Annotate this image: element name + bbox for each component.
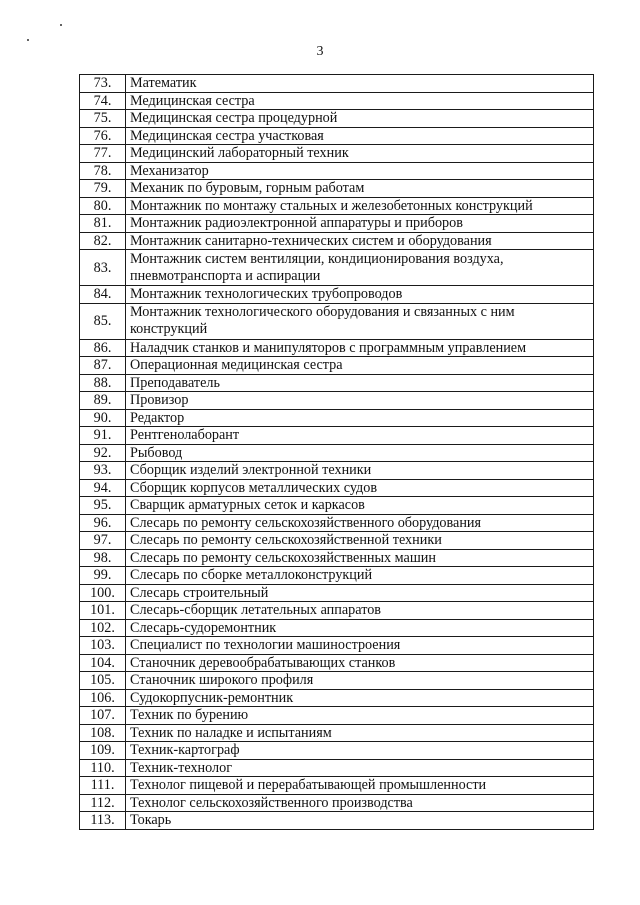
row-number: 106. (80, 689, 126, 707)
row-number: 89. (80, 392, 126, 410)
row-number: 99. (80, 567, 126, 585)
table-row (80, 392, 594, 410)
row-number: 78. (80, 162, 126, 180)
table-row (80, 532, 594, 550)
profession-name: Монтажник по монтажу стальных и железобетонных конструкций (126, 197, 594, 215)
row-number: 86. (80, 339, 126, 357)
table-row (80, 777, 594, 795)
table-row (80, 75, 594, 93)
row-number: 85. (80, 303, 126, 339)
profession-name: Технолог сельскохозяйственного производства (126, 794, 594, 812)
table-row (80, 145, 594, 163)
profession-name: Сборщик корпусов металлических судов (126, 479, 594, 497)
row-number: 105. (80, 672, 126, 690)
table-row (80, 162, 594, 180)
row-number: 100. (80, 584, 126, 602)
table-row (80, 602, 594, 620)
row-number: 87. (80, 357, 126, 375)
profession-name: Слесарь по ремонту сельскохозяйственного оборудования (126, 514, 594, 532)
profession-name: Монтажник санитарно-технических систем и оборудования (126, 232, 594, 250)
table-row (80, 339, 594, 357)
row-number: 96. (80, 514, 126, 532)
table-row (80, 812, 594, 830)
row-number: 88. (80, 374, 126, 392)
table-row (80, 549, 594, 567)
row-number: 82. (80, 232, 126, 250)
profession-name: Медицинская сестра (126, 92, 594, 110)
table-row (80, 724, 594, 742)
profession-name: Токарь (126, 812, 594, 830)
row-number: 109. (80, 742, 126, 760)
row-number: 94. (80, 479, 126, 497)
table-row (80, 654, 594, 672)
table-row (80, 514, 594, 532)
table-row (80, 374, 594, 392)
table-row (80, 444, 594, 462)
profession-name: Монтажник систем вентиляции, кондиционирования воздуха, пневмотранспорта и аспирации (126, 250, 594, 286)
profession-name: Слесарь-судоремонтник (126, 619, 594, 637)
row-number: 92. (80, 444, 126, 462)
row-number: 103. (80, 637, 126, 655)
table-row (80, 215, 594, 233)
row-number: 73. (80, 75, 126, 93)
profession-name: Монтажник технологических трубопроводов (126, 286, 594, 304)
table-row (80, 357, 594, 375)
row-number: 97. (80, 532, 126, 550)
profession-name: Слесарь строительный (126, 584, 594, 602)
row-number: 113. (80, 812, 126, 830)
table-row (80, 462, 594, 480)
row-number: 98. (80, 549, 126, 567)
row-number: 102. (80, 619, 126, 637)
row-number: 110. (80, 759, 126, 777)
profession-name: Слесарь-сборщик летательных аппаратов (126, 602, 594, 620)
row-number: 107. (80, 707, 126, 725)
row-number: 80. (80, 197, 126, 215)
profession-name: Медицинская сестра процедурной (126, 110, 594, 128)
profession-name: Преподаватель (126, 374, 594, 392)
profession-name: Техник-технолог (126, 759, 594, 777)
row-number: 75. (80, 110, 126, 128)
profession-name: Слесарь по сборке металлоконструкций (126, 567, 594, 585)
profession-name: Слесарь по ремонту сельскохозяйственной техники (126, 532, 594, 550)
table-row (80, 619, 594, 637)
profession-name: Станочник деревообрабатывающих станков (126, 654, 594, 672)
professions-table (79, 74, 594, 830)
page-number: 3 (316, 44, 324, 59)
row-number: 76. (80, 127, 126, 145)
table-row (80, 689, 594, 707)
profession-name: Техник по бурению (126, 707, 594, 725)
table-row (80, 479, 594, 497)
profession-name: Сварщик арматурных сеток и каркасов (126, 497, 594, 515)
profession-name: Наладчик станков и манипуляторов с программным управлением (126, 339, 594, 357)
profession-name: Техник по наладке и испытаниям (126, 724, 594, 742)
row-number: 104. (80, 654, 126, 672)
table-row (80, 409, 594, 427)
table-row (80, 92, 594, 110)
profession-name: Специалист по технологии машиностроения (126, 637, 594, 655)
row-number: 112. (80, 794, 126, 812)
row-number: 95. (80, 497, 126, 515)
row-number: 81. (80, 215, 126, 233)
table-row (80, 250, 594, 286)
row-number: 90. (80, 409, 126, 427)
row-number: 83. (80, 250, 126, 286)
table-row (80, 427, 594, 445)
table-row (80, 672, 594, 690)
profession-name: Монтажник радиоэлектронной аппаратуры и приборов (126, 215, 594, 233)
profession-name: Станочник широкого профиля (126, 672, 594, 690)
table-row (80, 286, 594, 304)
table-row (80, 707, 594, 725)
table-row (80, 303, 594, 339)
table-row (80, 584, 594, 602)
scan-speck (60, 24, 62, 26)
profession-name: Рыбовод (126, 444, 594, 462)
profession-name: Сборщик изделий электронной техники (126, 462, 594, 480)
profession-name: Монтажник технологического оборудования и связанных с ним конструкций (126, 303, 594, 339)
profession-name: Судокорпусник-ремонтник (126, 689, 594, 707)
profession-name: Медицинская сестра участковая (126, 127, 594, 145)
profession-name: Механик по буровым, горным работам (126, 180, 594, 198)
row-number: 84. (80, 286, 126, 304)
row-number: 79. (80, 180, 126, 198)
profession-name: Редактор (126, 409, 594, 427)
profession-name: Механизатор (126, 162, 594, 180)
table-row (80, 637, 594, 655)
row-number: 74. (80, 92, 126, 110)
table-row (80, 180, 594, 198)
table-row (80, 127, 594, 145)
profession-name: Операционная медицинская сестра (126, 357, 594, 375)
profession-name: Математик (126, 75, 594, 93)
profession-name: Слесарь по ремонту сельскохозяйственных машин (126, 549, 594, 567)
row-number: 111. (80, 777, 126, 795)
profession-name: Рентгенолаборант (126, 427, 594, 445)
table-row (80, 742, 594, 760)
professions-table-body (80, 75, 594, 830)
row-number: 101. (80, 602, 126, 620)
profession-name: Медицинский лабораторный техник (126, 145, 594, 163)
profession-name: Технолог пищевой и перерабатывающей промышленности (126, 777, 594, 795)
table-row (80, 759, 594, 777)
row-number: 93. (80, 462, 126, 480)
table-row (80, 197, 594, 215)
row-number: 91. (80, 427, 126, 445)
profession-name: Техник-картограф (126, 742, 594, 760)
row-number: 77. (80, 145, 126, 163)
table-row (80, 232, 594, 250)
table-row (80, 794, 594, 812)
table-row (80, 567, 594, 585)
profession-name: Провизор (126, 392, 594, 410)
table-row (80, 497, 594, 515)
row-number: 108. (80, 724, 126, 742)
scan-speck (27, 39, 29, 41)
table-row (80, 110, 594, 128)
